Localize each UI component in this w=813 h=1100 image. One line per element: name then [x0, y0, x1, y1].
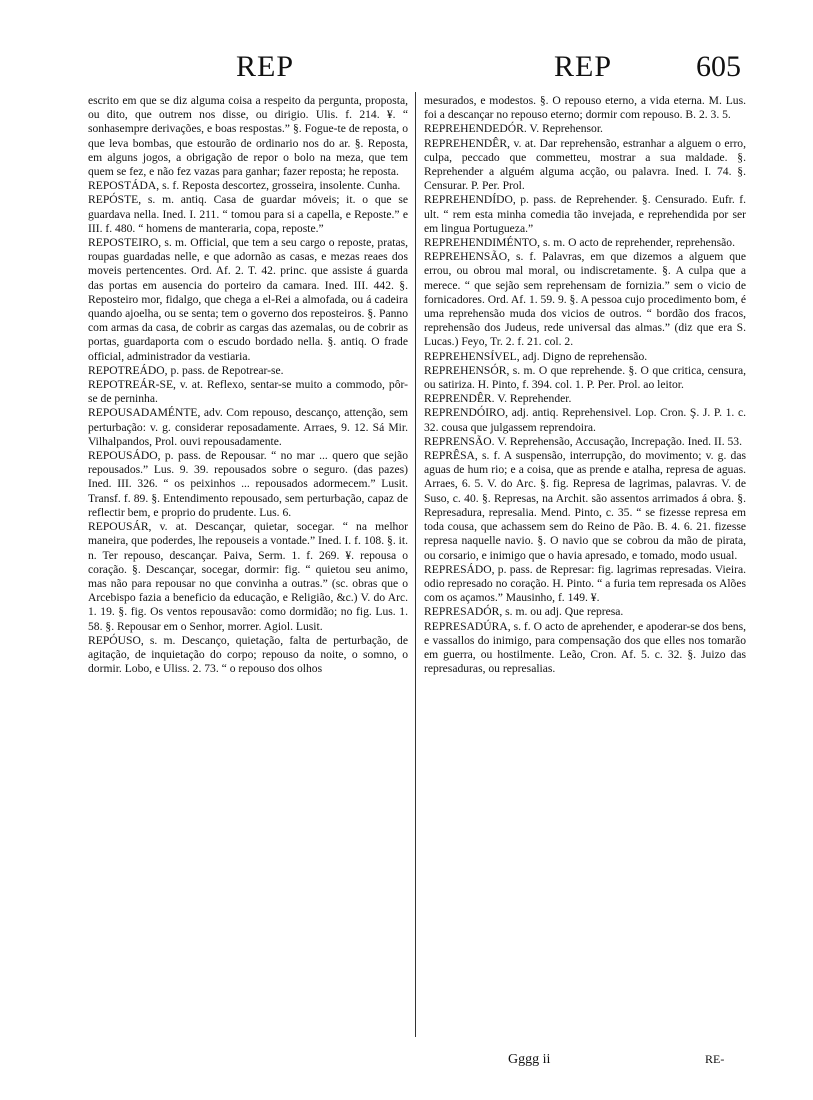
right-column [424, 94, 746, 676]
entry: REPOUSÁR, v. at. Descançar, quietar, socegar. “ na melhor maneira, que poderdes, lhe repouseis a vontade.” Ined. I. f. 108. §. it. n. Ter repouso, descançar. Paiva, Serm. 1. f. 269. ¥. repousa o coração. §. Descançar, socegar, dormir: fig. “ quietou seu animo, mas não para repousar no que convinha a outras.” (sc. obras que o Arcebispo fazia a beneficio da educação, e Religião, &c.) V. do Arc. 1. 19. §. fig. Os ventos repousavão: como dormidão; no fig. Lus. 1. 58. §. Repousar em o Senhor, morrer. Agiol. Lusit. [88, 520, 408, 633]
entry: REPOUSADAMÉNTE, adv. Com repouso, descanço, attenção, sem perturbação: v. g. considerar reposadamente. Arraes, 9. 12. Sá Mir. Vilhalpandos, Prol. ouvi repousadamente. [88, 406, 408, 448]
signature-mark: Gggg ii [508, 1052, 551, 1067]
entry: REPOTREÁDO, p. pass. de Repotrear-se. [88, 363, 284, 377]
column-divider [415, 92, 416, 1037]
left-column [88, 94, 408, 676]
entry: REPREHENDIMÉNTO, s. m. O acto de reprehender, reprehensão. [424, 236, 735, 250]
entry: REPOSTEIRO, s. m. Official, que tem a seu cargo o reposte, pratas, roupas guardadas nelle, e que adornão as casas, e mezas reaes dos moveis pertencentes. Ord. Af. 2. T. 42. princ. que assiste á guarda das portas em ausencia do porteiro da camara. Ined. III. 442. §. Reposteiro mor, fidalgo, que chega a el-Rei a almofada, ou á cadeira quando ajoelha, ou se senta; tem o governo dos reposteiros. §. Panno com armas da casa, de cobrir as cargas das azemalas, ou de cobrir as portas, guardaporta com o escudo bordado nella. §. antiq. O frade official, administrador da vestiaria. [88, 236, 408, 363]
entry: REPRESÁDO, p. pass. de Represar: fig. lagrimas represadas. Vieira. odio represado no coração. H. Pinto. “ a furia tem represada os Alões com os açamos.” Mausinho, f. 149. ¥. [424, 562, 746, 605]
entry: REPREHENDEDÓR. V. Reprehensor. [424, 122, 603, 136]
entry: REPREHENSÃO, s. f. Palavras, em que dizemos a alguem que errou, ou obrou mal moral, ou indiscretamente. §. A culpa que a merece. “ que sejão sem reprehensam de fornizia.” sem o vicio de fornicadores. Ord. Af. 1. 59. 9. §. A pessoa cujo procedimento bom, é uma reprehensão muda dos vicios de outros. “ bordão dos fracos, reprehensão dos Judeus, rede universal das almas.” (diz que era S. Lucas.) Feyo, Tr. 2. f. 21. col. 2. [424, 250, 746, 349]
entry: REPÓSTE, s. m. antiq. Casa de guardar móveis; it. o que se guardava nella. Ined. I. 211. “ tomou para si a capella, e Reposte.” e III. f. 480. “ homens de manteraria, copa, reposte.” [88, 193, 408, 235]
entry: REPRENDÊR. V. Reprehender. [424, 392, 572, 406]
entry: REPRESADÓR, s. m. ou adj. Que represa. [424, 605, 624, 619]
entry: REPOUSÁDO, p. pass. de Repousar. “ no mar ... quero que sejão repousados.” Lus. 9. 39. repousados sobre o seguro. (das pazes) Ined. III. 326. “ os peixinhos ... repousados adormecem.” Lusit. Transf. f. 89. §. Entendimento repousado, sem perturbação, capaz de reflectir bem, e proprio do prudente. Lus. 6. [88, 449, 408, 519]
entry: REPREHENSÓR, s. m. O que reprehende. §. O que critica, censura, ou satiriza. H. Pinto, f. 394. col. 1. P. Per. Prol. ao leitor. [424, 363, 746, 392]
entry: REPRESADÚRA, s. f. O acto de aprehender, e apoderar-se dos bens, e vassallos do inimigo, para compensação dos que elles nos tomarão em guerra, ou hostilmente. Leão, Cron. Af. 5. c. 32. §. Juizo das represaduras, ou represalias. [424, 619, 746, 676]
running-head-right: REP [554, 50, 613, 83]
entry: escrito em que se diz alguma coisa a respeito da pergunta, proposta, ou dito, que outrem nos disse, ou dirigio. Ulis. f. 214. ¥. “ sonhasempre derivações, e boas respostas.” §. Fogue-te de reposta, o que leva bombas, que estourão de ordinario nos do ar. §. Reposta, em alguns jogos, a obrigação de repor o bolo na meza, que tem quem se fez, e não fez vazas para ganhar; fazer reposta; he reposta. [88, 94, 408, 179]
entry: REPRENSÃO. V. Reprehensão, Accusação, Increpação. Ined. II. 53. [424, 434, 742, 448]
entry: REPOSTÁDA, s. f. Reposta descortez, grosseira, insolente. Cunha. [88, 179, 401, 193]
entry: REPREHENSÍVEL, adj. Digno de reprehensão. [424, 349, 648, 363]
entry: REPREHENDÊR, v. at. Dar reprehensão, estranhar a alguem o erro, culpa, peccado que commetteu, mostrar a sua maldade. §. Reprehender a alguém alguma acção, ou palavra. Ined. I. 74. §. Censurar. P. Per. Prol. [424, 136, 746, 193]
entry: REPÓUSO, s. m. Descanço, quietação, falta de perturbação, de agitação, de inquietação do corpo; repouso da noite, o somno, o dormir. Lobo, e Uliss. 2. 73. “ o repouso dos olhos [88, 633, 408, 676]
page-number: 605 [696, 50, 741, 83]
entry: mesurados, e modestos. §. O repouso eterno, a vida eterna. M. Lus. foi a descançar no repouso eterno; dormir com repouso. B. 2. 3. 5. [424, 94, 746, 122]
entry: REPRENDÓIRO, adj. antiq. Reprehensivel. Lop. Cron. Ş. J. P. 1. c. 32. cousa que julgassem reprendoira. [424, 406, 746, 434]
entry: REPREHENDÍDO, p. pass. de Reprehender. §. Censurado. Eufr. f. ult. “ rem esta minha comedia tão invejada, e reprehendida por ser em lingua Portugueza.” [424, 193, 746, 235]
entry: REPRÊSA, s. f. A suspensão, interrupção, do movimento; v. g. das aguas de hum rio; e a coisa, que as prende e atalha, represa de aguas. Arraes, 6. 5. V. do Arc. §. fig. Represa de lagrimas, palavras. V. de Suso, c. 40. §. Represas, na Archit. são assentos arrimados á obra. §. Represadura, represalia. Mend. Pinto, c. 35. “ se fizesse represa em toda cousa, que achassem sem do Reino de Pão. B. 4. 6. 21. fizesse represa naquelle navio. §. O navio que se cobrou da mão de pirata, ou corsario, e inimigo que o havia apresado, e tomado, modo usual. [424, 449, 746, 562]
catchword: RE- [705, 1052, 725, 1066]
entry: REPOTREÁR-SE, v. at. Reflexo, sentar-se muito a commodo, pôr-se de perninha. [88, 378, 408, 406]
running-head-left: REP [236, 50, 295, 83]
